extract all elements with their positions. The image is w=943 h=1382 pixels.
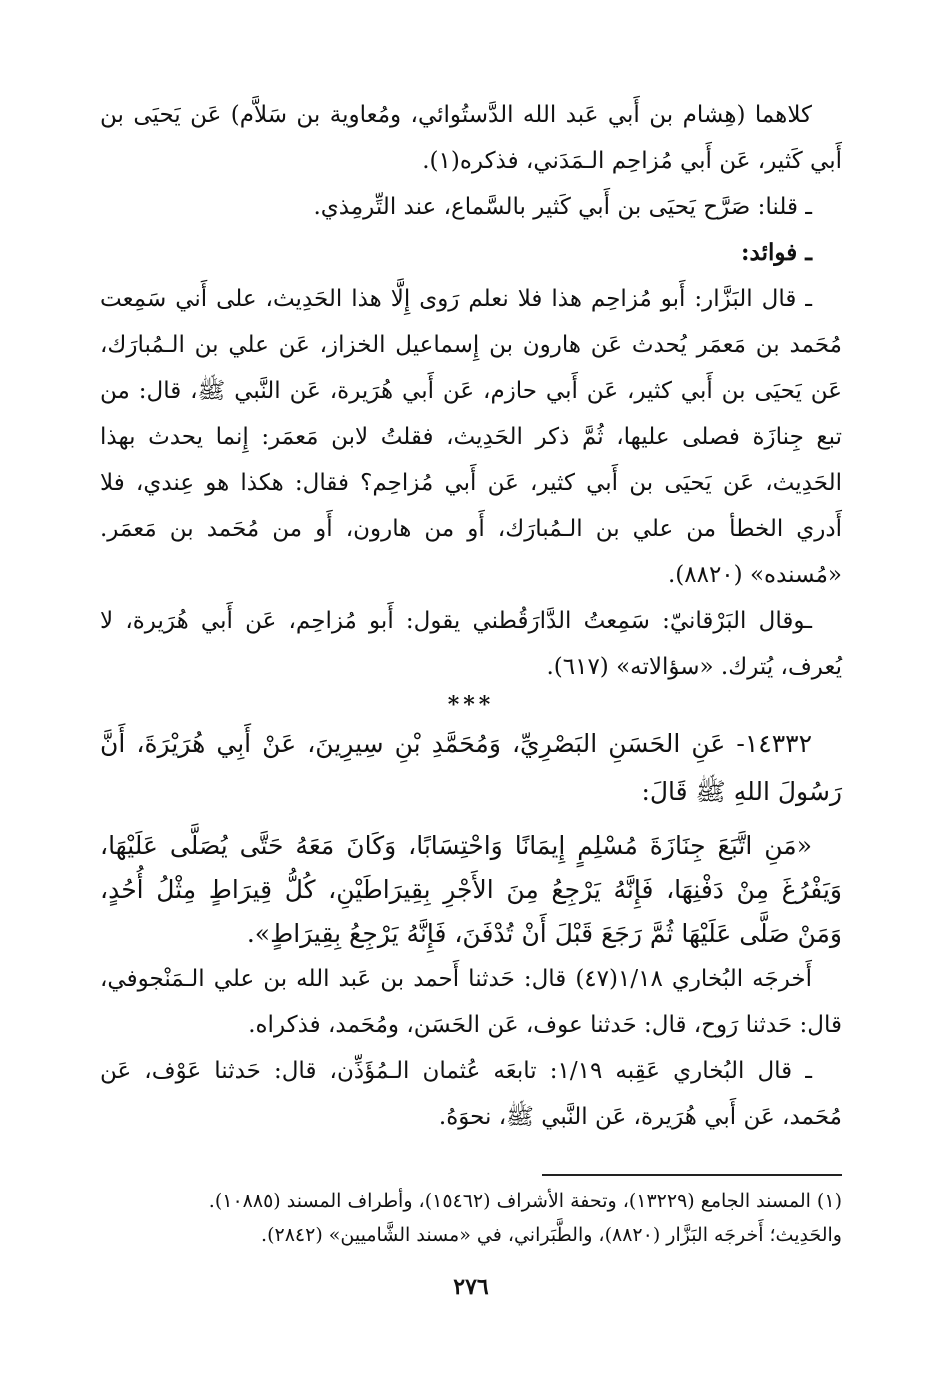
hadith-text: «مَنِ اتَّبَعَ جِنَازَةَ مُسْلِمٍ إِيمَانًا وَاحْتِسَابًا، وَكَانَ مَعَهُ حَتَّى يُصَلَّى عَلَيْهَا، وَيَفْرُغَ مِنْ دَفْنِهَا، فَإِنَّهُ يَرْجِعُ مِنَ الأَجْرِ بِقِيرَاطَيْنِ، كُلُّ قِيرَاطٍ مِثْلُ أُحُدٍ، وَمَنْ صَلَّى عَلَيْهَا ثُمَّ رَجَعَ قَبْلَ أَنْ تُدْفَنَ، فَإِنَّهُ يَرْجِعُ بِقِيرَاطٍ».	[100, 831, 842, 948]
footnotes	[100, 1184, 842, 1252]
footnote-1: (١) المسند الجامع (١٣٢٢٩)، وتحفة الأشراف (١٥٤٦٢)، وأطراف المسند (١٠٨٨٥).	[208, 1190, 842, 1212]
paragraph-bazzar: ـ قال البَزَّار: أَبو مُزاحِم هذا فلا نعلم رَوى إِلَّا هذا الحَدِيث، على أَني سَمِعت مُحَمد بن مَعمَر يُحدث عَن هارون بن إِسماعيل الخزاز، عَن علي بن الـمُبارَك، عَن يَحيَى بن أَبي كثير، عَن أَبي حازم، عَن أَبي هُرَيرة، عَن النَّبي ﷺ، قال: من تبع جِنازَة فصلى عليها، ثُمَّ ذكر الحَدِيث، فقلتُ لابن مَعمَر: إِنما يحدث بهذا الحَدِيث، عَن يَحيَى بن أَبي كثير، عَن أَبي مُزاحِم؟ فقال: هكذا هو عِندي، فلا أَدري الخطأ من علي بن الـمُبارَك، أَو من هارون، أَو من مُحَمد بن مَعمَر. «مُسنده» (٨٨٢٠).	[100, 286, 842, 588]
paragraph-note-sama: ـ قلنا: صَرَّح يَحيَى بن أَبي كَثير بالسَّماع، عند التِّرمِذي.	[313, 194, 812, 220]
section-heading-fawaid: ـ فوائد:	[741, 239, 812, 266]
paragraph-bukhari-note: ـ قال البُخاري عَقِبه ١/١٩: تابعَه عُثمان الـمُؤَذِّن، قال: حَدثنا عَوْف، عَن مُحَمد، عَن أَبي هُرَيرة، عَن النَّبي ﷺ، نحوَهُ.	[100, 1058, 842, 1130]
footnote-divider	[542, 1174, 842, 1176]
page-body	[100, 92, 842, 1322]
page-number: ٢٧٦	[453, 1274, 489, 1300]
hadith-title: ١٤٣٣٢- عَنِ الحَسَنِ البَصْرِيِّ، وَمُحَمَّدِ بْنِ سِيرِينَ، عَنْ أَبِي هُرَيْرَةَ، أَنَّ رَسُولَ اللهِ ﷺ قَالَ:	[100, 729, 842, 806]
footnote-continuation: والحَدِيث؛ أَخرجَه البَزَّار (٨٨٢٠)، والطَّبَراني، في «مسند الشَّاميين» (٢٨٤٢).	[261, 1224, 842, 1246]
paragraph-barqani: ـوقال البَرْقانيّ: سَمِعتُ الدَّارَقُطني يقول: أَبو مُزاحِم، عَن أَبي هُرَيرة، لا يُعرف، يُترك. «سؤالاته» (٦١٧).	[100, 608, 842, 680]
paragraph-isnad: كلاهما (هِشام بن أَبي عَبد الله الدَّستُوائي، ومُعاوية بن سَلاَّم) عَن يَحيَى بن أَبي كَثير، عَن أَبي مُزاحِم الـمَدَني، فذكره(١).	[100, 102, 842, 174]
paragraph-takhrij: أَخرجَه البُخاري ١/١٨(٤٧) قال: حَدثنا أَحمد بن عَبد الله بن علي الـمَنْجوفي، قال: حَدثنا رَوح، قال: حَدثنا عوف، عَن الحَسَن، ومُحَمد، فذكراه.	[100, 966, 842, 1038]
section-separator: ***	[447, 692, 495, 718]
